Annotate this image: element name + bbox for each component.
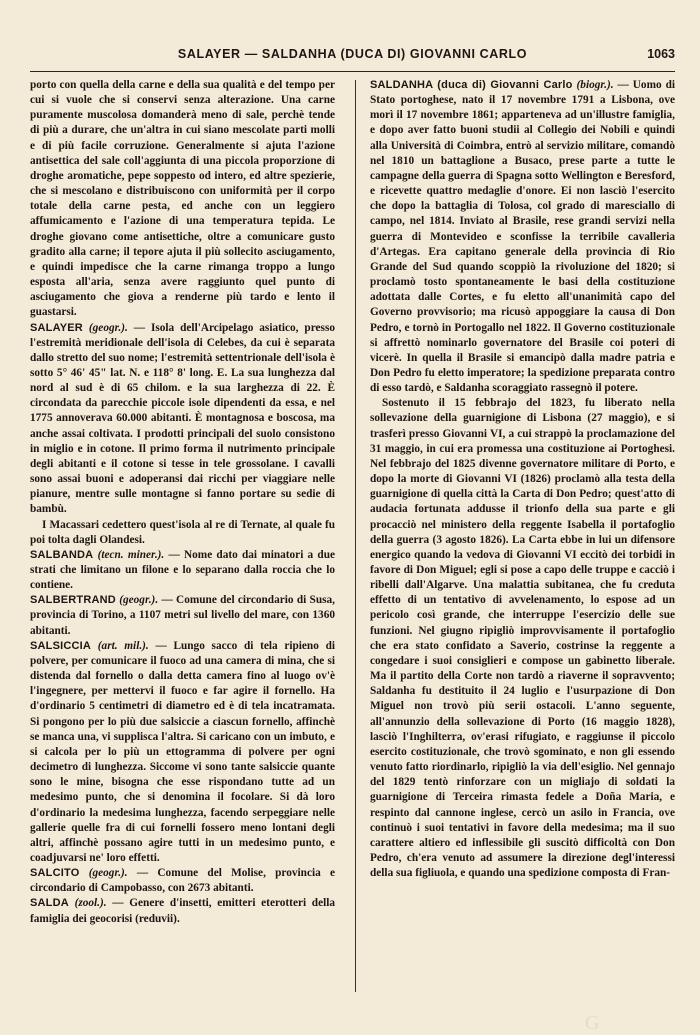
running-head: SALAYER — SALDANHA (DUCA DI) GIOVANNI CARLO <box>177 47 528 61</box>
entry-headword: SALDA <box>30 897 69 910</box>
left-column <box>30 78 335 927</box>
entry-salayer <box>30 321 335 518</box>
entry-salbertrand <box>30 593 335 638</box>
column-divider <box>355 80 356 992</box>
entry-designation: (geogr.). <box>119 594 159 607</box>
entry-headword: SALDANHA (duca di) Giovanni Carlo <box>370 79 573 91</box>
right-column <box>370 78 675 881</box>
page-number: 1063 <box>647 47 675 61</box>
entry-text: — Comune del circondario di Susa, provincia di Torino, a 1107 metri sul livello del mare, con 1360 abitanti. <box>30 594 335 637</box>
entry-continuation: porto con quella della carne e della sua qualità e del tempo per cui si vuole che si conservi senza alterazione. Una carne puramente muscolosa domanderà meno di sale, perchè tende di più a durare, che un'altra in cui siano mescolate parti molli e di più facile corruzione. Generalmente si ajuta l'azione antisettica del sale coll'aggiunta di una piccola proporzione di droghe aromatiche, pepe soppesto od intero, ed altre spezierie, che si mescolano e distribuiscono con uniformità per il corpo totale della carne pesta, ed anche con un leggiero affumicamento e l'azione di una temperatura tepida. Le droghe giovano come antisettiche, oltre a comunicare gusto gradito alla carne; il tepore ajuta il più sollecito asciugamento, e quindi impedisce che la carne rimanga troppo a lungo esposta all'aria, senza avere raggiunto quel punto di asciugamento che giova a renderne più tardo e lento il guastarsi. <box>30 79 335 319</box>
entry-designation: (tecn. miner.). <box>97 548 165 561</box>
entry-paragraph: Sostenuto il 15 febbrajo del 1823, fu liberato nella sollevazione della guarnigione di Lisbona (27 maggio), e si trasferì presso Giovanni VI, a cui strappò la proclamazione del 31 maggio, in cui era promessa una costituzione ai Portoghesi. Nel febbrajo del 1825 divenne governatore militare di Porto, e dopo la morte di Giovanni VI (1826) proclamò alla testa della guarnigione di quella città la Carta di Don Pedro; quest'atto di audacia fortunata addusse il trionfo della sua parte e gli procacciò nel ministero della reggente Isabella il portafoglio della guerra (3 agosto 1826). La Carta ebbe in lui un difensore energico quando la vedova di Giovanni VI eccitò dei torbidi in favore di Don Miguel; egli si pose a capo delle truppe e cacciò i ribelli dall'Algarve. Una malattia subitanea, che fu creduta effetto di un tentativo di avvelenamento, lo espose ad un pericolo così grande, che interruppe l'esercizio delle sue funzioni. Nel giugno ripigliò improvvisamente il portafoglio che era stato confidato a Saverio, costrinse la reggente a congedare i suoi consiglieri e compose un gabinetto liberale. Ma il partito della Corte non tardò a riaverne il sopravvento; Saldanha fu destituito il 24 luglio e l'usurpazione di Don Miguel non trovò più serii ostacoli. L'anno seguente, all'annunzio della sollevazione di Porto (16 maggio 1828), lasciò l'Inghilterra, ov'erasi rifugiato, e raggiunse il piccolo esercito costituzionale, che trovò sgominato, e non gli essendo venuto fatto riordinarlo, ripigliò la via dell'esiglio. Nel gennajo del 1829 tentò rinforzare con un migliajo di soldati la guarnigione di Terceira rimasta fedele a Doña Maria, e respinto dal cannone inglese, cercò un asilo in Francia, ove continuò i suoi tentativi in favore della medesima; ma il suo carattere altiero ed inflessibile gli suscitò difficoltà con Don Pedro, ch'era venuto ad assumere la direzione degl'interessi della sua figliuola, e quando una spedizione composta di Fran- <box>370 397 675 880</box>
entry-salcito <box>30 866 335 896</box>
entry-text: — Genere d'insetti, emitteri eterotteri della famiglia dei geocorisi (reduvii). <box>30 897 336 925</box>
entry-headword: SALCITO <box>30 867 80 880</box>
entry-headword: SALSICCIA <box>30 639 92 652</box>
entry-text: — Comune del Molise, provincia e circondario di Campobasso, con 2673 abitanti. <box>30 867 335 895</box>
entry-headword: SALAYER <box>30 321 83 334</box>
watermark-mark: G <box>585 1012 600 1034</box>
entry-paragraph: I Macassari cedettero quest'isola al re di Ternate, al quale fu poi tolta dagli Olandesi. <box>30 518 335 546</box>
entry-designation: (zool.). <box>74 897 107 910</box>
entry-designation: (geogr.). <box>88 867 128 880</box>
entry-text: — Uomo di Stato portoghese, nato il 17 novembre 1791 a Lisbona, ove morì il 17 novembre 1861; apparteneva ad un'illustre famiglia, e dopo aver fatto buoni studii al Collegio dei Nobili e quindi alla Università di Coimbra, entrò al servizio militare, comandò nel 1810 un battaglione a Busaco, prese parte a tutte le campagne della guerra di Spagna sotto Wellington e Beresford, e ricevette quattro medaglie d'onore. Ei non lasciò l'esercito che dopo la battaglia di Tolosa, col grado di maresciallo di campo, nel 1814. Inviato al Brasile, rese grandi servizi nella guerra di Montevideo e sconfisse la terribile cavalleria d'Artegas. Era capitano generale della provincia di Rio Grande del Sud quando scoppiò la rivoluzione del 1820; si proclamò tosto spontaneamente le basi della costituzione adottata dalle Cortes, e fu eletto all'unanimità capo del Governo provvisorio; ma ricusò appoggiare la causa di Don Pedro, e tornò in Portogallo nel 1822. Il Governo costituzionale si affrettò nominarlo governatore del Brasile coi poteri di vicerè. In quella il Brasile si emancipò dalla madre patria e Don Pedro fu eletto imperatore; la spedizione preparata contro di esso tardò, e Saldanha scoraggiato rassegnò il potere. <box>370 79 676 395</box>
entry-headword: SALBANDA <box>30 548 94 561</box>
entry-headword: SALBERTRAND <box>30 594 116 607</box>
entry-designation: (geogr.). <box>88 321 128 334</box>
entry-salsiccia <box>30 639 335 866</box>
entry-designation: (art. mil.). <box>97 639 149 652</box>
entry-saldanha <box>370 78 675 396</box>
entry-text: — Lungo sacco di tela ripieno di polvere, per comunicare il fuoco ad una camera di mina, che si distenda dal fornello o dalla detta camera fino al luogo ov'è l'ingegnere, per mettervi il fuoco e far agire il fornello. Ha d'ordinario 5 centimetri di diametro ed è di tela incatramata. Si pongono per lo più due salsiccie a ciascun fornello, affinchè se manca una, vi supplisca l'altra. Si caricano con un imbuto, e si calcola per lo più un ettogramma di polvere per ogni decimetro di lunghezza. Siccome vi sono tante salsiccie quante sono le mine, bisogna che esse rispondano tutte ad un medesimo punto, che si denomina il focolare. Si dà loro d'ordinario la medesima lunghezza, facendo serpeggiare nelle gallerie quelle fra di cui fornelli fossero meno lontani degli altri, affinchè possano agire tutti in un medesimo punto, e coadjuvarsi ne' loro effetti. <box>30 639 335 864</box>
entry-text: — Isola dell'Arcipelago asiatico, presso l'estremità meridionale dell'isola di Celebes, da cui è separata dallo stretto del suo nome; l'estremità settentrionale dell'isola è sotto 5° 46' 45" lat. N. e 118° 8' long. E. La sua lunghezza dal nord al sud è di 65 chilom. e la sua larghezza di 22. È circondata da parecchie piccole isole dipendenti da essa, e nel 1775 annoverava 60.000 abitanti. È montagnosa e boscosa, ma anche assai coltivata. I prodotti principali del suolo consistono in miglio e in cotone. Il primo forma il nutrimento principale degli abitanti e il cotone si tesse in tele grossolane. I cavalli sono assai buoni e adoperansi dai ricchi per viaggiare nelle pianure, mentre sulle montagne si fanno portare su sedie di bambù. <box>30 321 335 516</box>
entry-text: — Nome dato dai minatori a due strati che limitano un filone e lo separano dalla roccia che lo contiene. <box>30 548 335 592</box>
page-header <box>30 45 675 72</box>
entry-salbanda <box>30 548 335 593</box>
entry-designation: (biogr.). <box>576 79 614 91</box>
entry-salda <box>30 896 335 926</box>
